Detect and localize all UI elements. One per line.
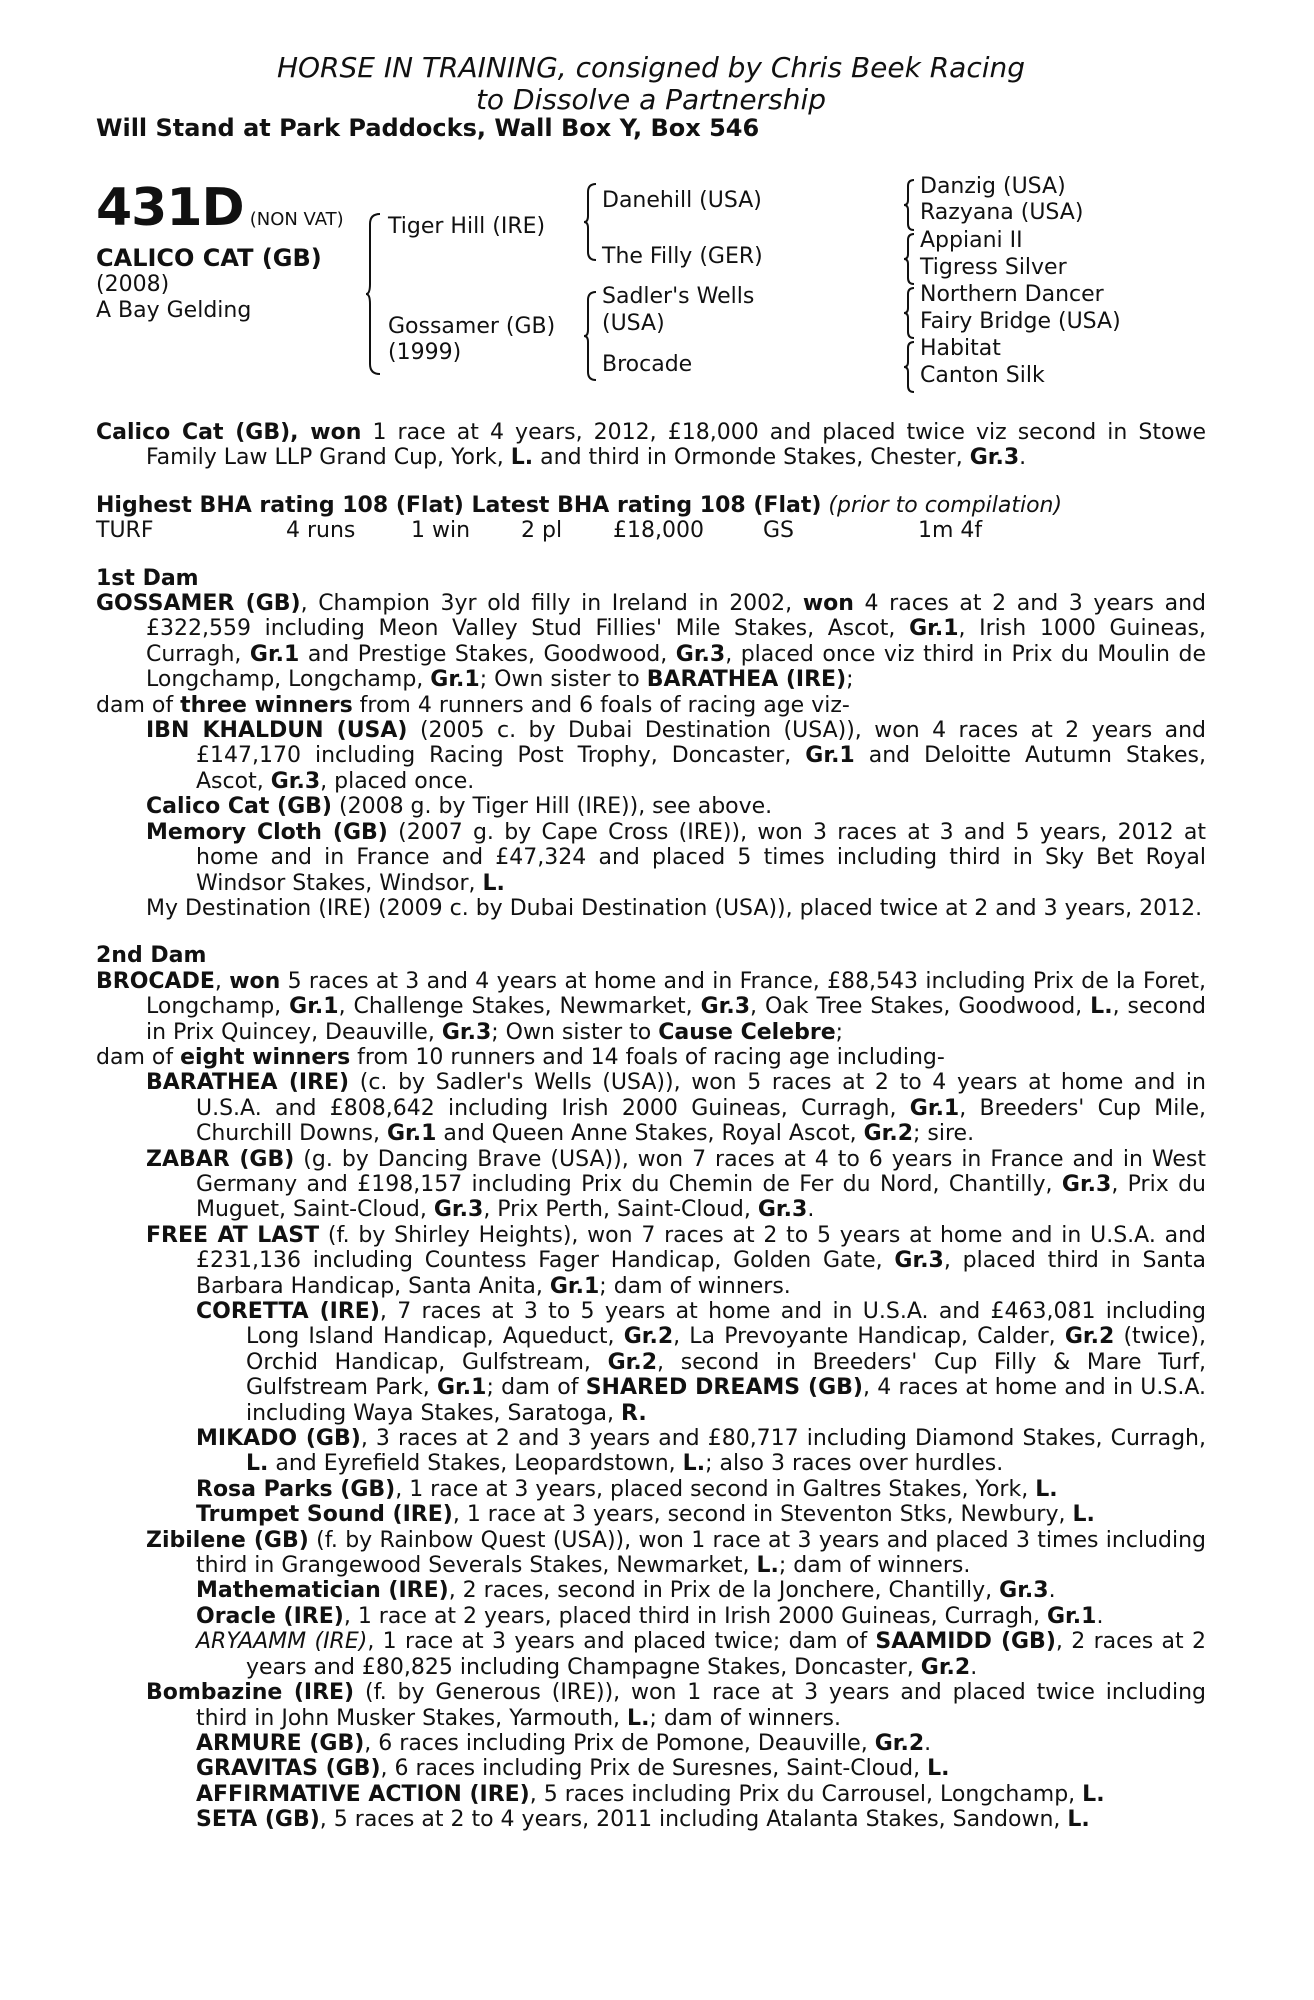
pedigree-brace-sire: [584, 182, 598, 262]
pedigree-g3-6: Fairy Bridge (USA): [920, 309, 1121, 334]
produce-mikado: MIKADO (GB), 3 races at 2 and 3 years and £80,717 including Diamond Stakes, Curragh, L. and Eyrefield Stakes, Leopardstown, L.; also 3 races over hurdles.: [196, 1426, 1206, 1477]
produce-barathea: BARATHEA (IRE) (c. by Sadler's Wells (USA)), won 5 races at 2 to 4 years at home and in U.S.A. and £808,642 including Irish 2000 Guineas, Curragh, Gr.1, Breeders' Cup Mile, Churchill Downs, Gr.1 and Queen Anne Stakes, Royal Ascot, Gr.2; sire.: [146, 1070, 1206, 1147]
pedigree-brace-g2: [904, 232, 916, 286]
rating-line: Highest BHA rating 108 (Flat) Latest BHA rating 108 (Flat) (prior to compilation): [96, 492, 1063, 518]
produce-armure: ARMURE (GB), 6 races including Prix de Pomone, Deauville, Gr.2.: [196, 1730, 932, 1756]
pedigree-g3-1: Danzig (USA): [920, 174, 1066, 199]
produce-trumpet-sound: Trumpet Sound (IRE), 1 race at 3 years, second in Steventon Stks, Newbury, L.: [196, 1502, 1095, 1528]
offspring-ibn-khaldun: IBN KHALDUN (USA) (2005 c. by Dubai Destination (USA)), won 4 races at 2 years and £147,170 including Racing Post Trophy, Doncaster, Gr.1 and Deloitte Autumn Stakes, Ascot, Gr.3, placed once.: [146, 718, 1207, 794]
horse-year: (2008): [96, 272, 170, 297]
vat-status: (NON VAT): [249, 209, 344, 230]
pedigree-brace-g4: [904, 340, 916, 394]
lot-heading: [96, 178, 344, 238]
produce-seta: SETA (GB), 5 races at 2 to 4 years, 2011 including Atalanta Stakes, Sandown, L.: [196, 1807, 1090, 1833]
pedigree-g3-7: Habitat: [920, 336, 1001, 361]
page-subtitle: to Dissolve a Partnership: [475, 83, 827, 116]
produce-oracle: Oracle (IRE), 1 race at 2 years, placed third in Irish 2000 Guineas, Curragh, Gr.1.: [196, 1603, 1104, 1629]
pedigree-brace-main: [366, 212, 382, 376]
pedigree-dam-sire-country: (USA): [602, 311, 665, 336]
race-summary: Calico Cat (GB), won 1 race at 4 years, 2012, £18,000 and placed twice viz second in Stowe Family Law LLP Grand Cup, York, L. and third in Ormonde Stakes, Chester, Gr.3.: [96, 420, 1206, 471]
second-dam-entry: BROCADE, won 5 races at 3 and 4 years at home and in France, £88,543 including Prix de la Foret, Longchamp, Gr.1, Challenge Stakes, Newmarket, Gr.3, Oak Tree Stakes, Goodwood, L., second in Prix Quincey, Deauville, Gr.3; Own sister to Cause Celebre;: [96, 968, 1207, 1045]
page-title: HORSE IN TRAINING, consigned by Chris Beek Racing: [276, 51, 1026, 84]
pedigree-brace-dam: [584, 290, 598, 382]
produce-aryaamm: ARYAAMM (IRE), 1 race at 3 years and placed twice; dam of SAAMIDD (GB), 2 races at 2 years and £80,825 including Champagne Stakes, Doncaster, Gr.2.: [196, 1629, 1207, 1680]
offspring-memory-cloth: Memory Cloth (GB) (2007 g. by Cape Cross (IRE)), won 3 races at 3 and 5 years, 2012 at home and in France and £47,324 and placed 5 times including third in Sky Bet Royal Windsor Stakes, Windsor, L.: [146, 819, 1206, 896]
pedigree-g3-2: Razyana (USA): [920, 200, 1084, 225]
pedigree-dam-dam: Brocade: [602, 352, 693, 377]
produce-bombazine: Bombazine (IRE) (f. by Generous (IRE)), won 1 race at 3 years and placed twice including third in John Musker Stakes, Yarmouth, L.; dam of winners.: [146, 1680, 1206, 1731]
horse-name: CALICO CAT (GB): [96, 244, 322, 272]
pedigree-sire-sire: Danehill (USA): [602, 188, 762, 213]
produce-zibilene: Zibilene (GB) (f. by Rainbow Quest (USA)), won 1 race at 3 years and placed 3 times including third in Grangewood Severals Stakes, Newmarket, L.; dam of winners.: [146, 1527, 1207, 1579]
second-dam-heading: 2nd Dam: [96, 943, 207, 969]
pedigree-g3-3: Appiani II: [920, 228, 1023, 253]
produce-free-at-last: FREE AT LAST (f. by Shirley Heights), won 7 races at 2 to 5 years at home and in U.S.A. and £231,136 including Countess Fager Handicap, Golden Gate, Gr.3, placed third in Santa Barbara Handicap, Santa Anita, Gr.1; dam of winners.: [146, 1222, 1206, 1299]
produce-zabar: ZABAR (GB) (g. by Dancing Brave (USA)), won 7 races at 4 to 6 years in France and in West Germany and £198,157 including Prix du Chemin de Fer du Nord, Chantilly, Gr.3, Prix du Muguet, Saint-Cloud, Gr.3, Prix Perth, Saint-Cloud, Gr.3.: [146, 1146, 1207, 1223]
pedigree-dam-year: (1999): [388, 340, 462, 365]
pedigree-brace-g1: [904, 178, 916, 232]
offspring-calico-cat: Calico Cat (GB) (2008 g. by Tiger Hill (IRE)), see above.: [146, 794, 773, 820]
race-record: TURF 4 runs 1 win 2 pl £18,000 GS 1m 4f: [96, 518, 983, 544]
pedigree-g3-4: Tigress Silver: [920, 255, 1067, 280]
produce-mathematician: Mathematician (IRE), 2 races, second in Prix de la Jonchere, Chantilly, Gr.3.: [196, 1578, 1056, 1604]
first-dam-produce: dam of three winners from 4 runners and 6 foals of racing age viz-: [96, 692, 850, 718]
pedigree-g3-8: Canton Silk: [920, 363, 1045, 388]
pedigree-dam-sire: Sadler's Wells: [602, 284, 755, 309]
lot-number: 431D: [96, 178, 244, 238]
produce-coretta: CORETTA (IRE), 7 races at 3 to 5 years at home and in U.S.A. and £463,081 including Long Island Handicap, Aqueduct, Gr.2, La Prevoyante Handicap, Calder, Gr.2 (twice), Orchid Handicap, Gulfstream, Gr.2, second in Breeders' Cup Filly & Mare Turf, Gulfstream Park, Gr.1; dam of SHARED DREAMS (GB), 4 races at home and in U.S.A. including Waya Stakes, Saratoga, R.: [196, 1299, 1207, 1426]
produce-affirmative-action: AFFIRMATIVE ACTION (IRE), 5 races including Prix du Carrousel, Longchamp, L.: [196, 1781, 1105, 1807]
offspring-my-destination: My Destination (IRE) (2009 c. by Dubai Destination (USA)), placed twice at 2 and 3 years, 2012.: [146, 895, 1203, 921]
first-dam-entry: GOSSAMER (GB), Champion 3yr old filly in Ireland in 2002, won 4 races at 2 and 3 years and £322,559 including Meon Valley Stud Fillies' Mile Stakes, Ascot, Gr.1, Irish 1000 Guineas, Curragh, Gr.1 and Prestige Stakes, Goodwood, Gr.3, placed once viz third in Prix du Moulin de Longchamp, Longchamp, Gr.1; Own sister to BARATHEA (IRE);: [96, 591, 1207, 693]
second-dam-produce: dam of eight winners from 10 runners and 14 foals of racing age including-: [96, 1044, 945, 1070]
stand-location: Will Stand at Park Paddocks, Wall Box Y, Box 546: [96, 114, 760, 142]
pedigree-g3-5: Northern Dancer: [920, 282, 1104, 307]
horse-description: A Bay Gelding: [96, 298, 252, 323]
first-dam-heading: 1st Dam: [96, 565, 199, 591]
pedigree-sire-dam: The Filly (GER): [602, 244, 763, 269]
catalogue-body: [96, 420, 1206, 1833]
produce-rosa-parks: Rosa Parks (GB), 1 race at 3 years, placed second in Galtres Stakes, York, L.: [196, 1476, 1058, 1502]
produce-gravitas: GRAVITAS (GB), 6 races including Prix de Suresnes, Saint-Cloud, L.: [196, 1756, 950, 1782]
pedigree-dam: Gossamer (GB): [388, 314, 556, 339]
pedigree-sire: Tiger Hill (IRE): [388, 214, 546, 239]
pedigree-brace-g3: [904, 286, 916, 340]
